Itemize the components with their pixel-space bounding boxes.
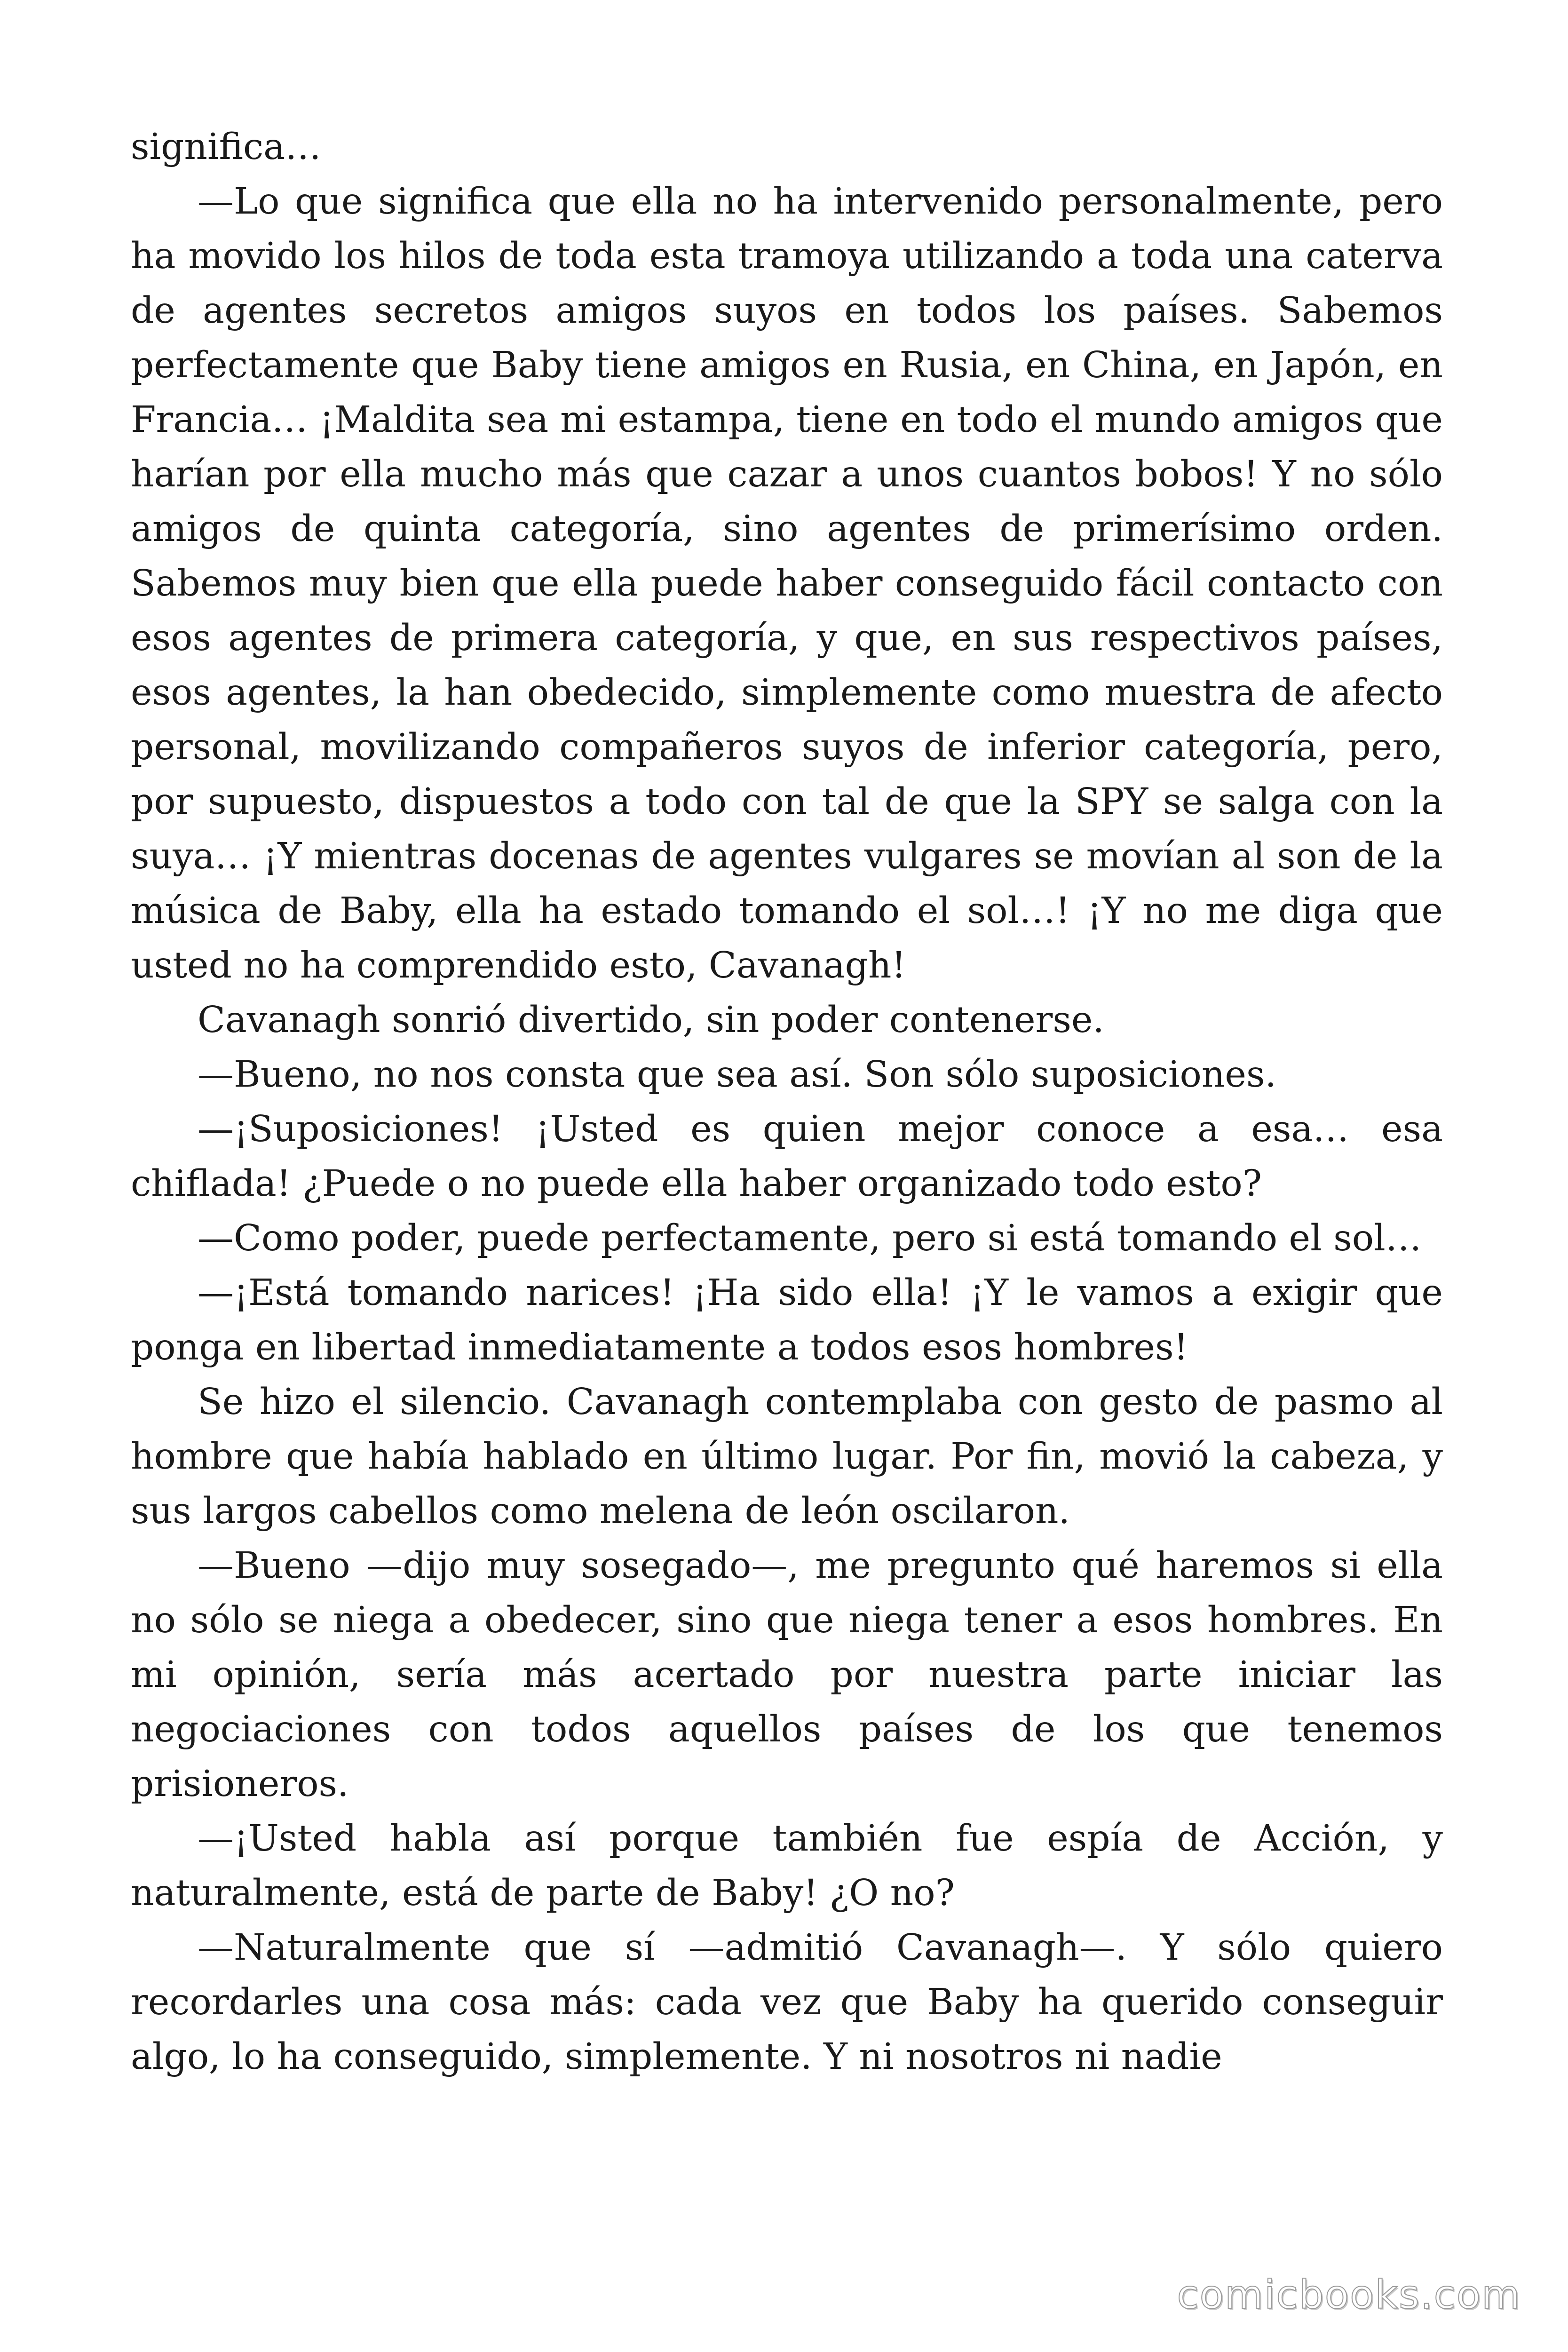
paragraph: —Bueno, no nos consta que sea así. Son sólo suposiciones. (198, 1054, 1276, 1096)
paragraph: Se hizo el silencio. Cavanagh contemplaba con gesto de pasmo al hombre que había hablado en último lugar. Por fin, movió la cabeza, y sus largos cabellos como melena de león oscilaron. (131, 1381, 1443, 1532)
paragraph: Cavanagh sonrió divertido, sin poder contenerse. (198, 999, 1104, 1041)
paragraph: —Naturalmente que sí —admitió Cavanagh—. Y sólo quiero recordarles una cosa más: cada vez que Baby ha querido conseguir algo, lo ha conseguido, simplemente. Y ni nosotros ni nadie (131, 1927, 1443, 2078)
paragraph: —¡Suposiciones! ¡Usted es quien mejor conoce a esa… esa chiflada! ¿Puede o no puede ella haber organizado todo esto? (131, 1108, 1443, 1205)
paragraph: —¡Usted habla así porque también fue espía de Acción, y naturalmente, está de parte de Baby! ¿O no? (131, 1818, 1443, 1914)
paragraph: —Lo que significa que ella no ha intervenido personalmente, pero ha movido los hilos de toda esta tramoya utilizando a toda una caterva de agentes secretos amigos suyos en todos los países. Sabemos perfectamente que Baby tiene amigos en Rusia, en China, en Japón, en Francia… ¡Maldita sea mi estampa, tiene en todo el mundo amigos que harían por ella mucho más que cazar a unos cuantos bobos! Y no sólo amigos de quinta categoría, sino agentes de primerísimo orden. Sabemos muy bien que ella puede haber conseguido fácil contacto con esos agentes de primera categoría, y que, en sus respectivos países, esos agentes, la han obedecido, simplemente como muestra de afecto personal, movilizando compañeros suyos de inferior categoría, pero, por supuesto, dispuestos a todo con tal de que la SPY se salga con la suya… ¡Y mientras docenas de agentes vulgares se movían al son de la música de Baby, ella ha estado tomando el sol…! ¡Y no me diga que usted no ha comprendido esto, Cavanagh! (131, 181, 1443, 986)
page-text (131, 120, 1443, 2084)
watermark: comicbooks.com (1177, 2272, 1521, 2318)
paragraph: —Como poder, puede perfectamente, pero si está tomando el sol… (198, 1217, 1422, 1259)
paragraph: —¡Está tomando narices! ¡Ha sido ella! ¡Y le vamos a exigir que ponga en libertad inmediatamente a todos esos hombres! (131, 1272, 1443, 1368)
paragraph: —Bueno —dijo muy sosegado—, me pregunto qué haremos si ella no sólo se niega a obedecer, sino que niega tener a esos hombres. En mi opinión, sería más acertado por nuestra parte iniciar las negociaciones con todos aquellos países de los que tenemos prisioneros. (131, 1545, 1443, 1805)
paragraph: significa… (131, 126, 322, 168)
